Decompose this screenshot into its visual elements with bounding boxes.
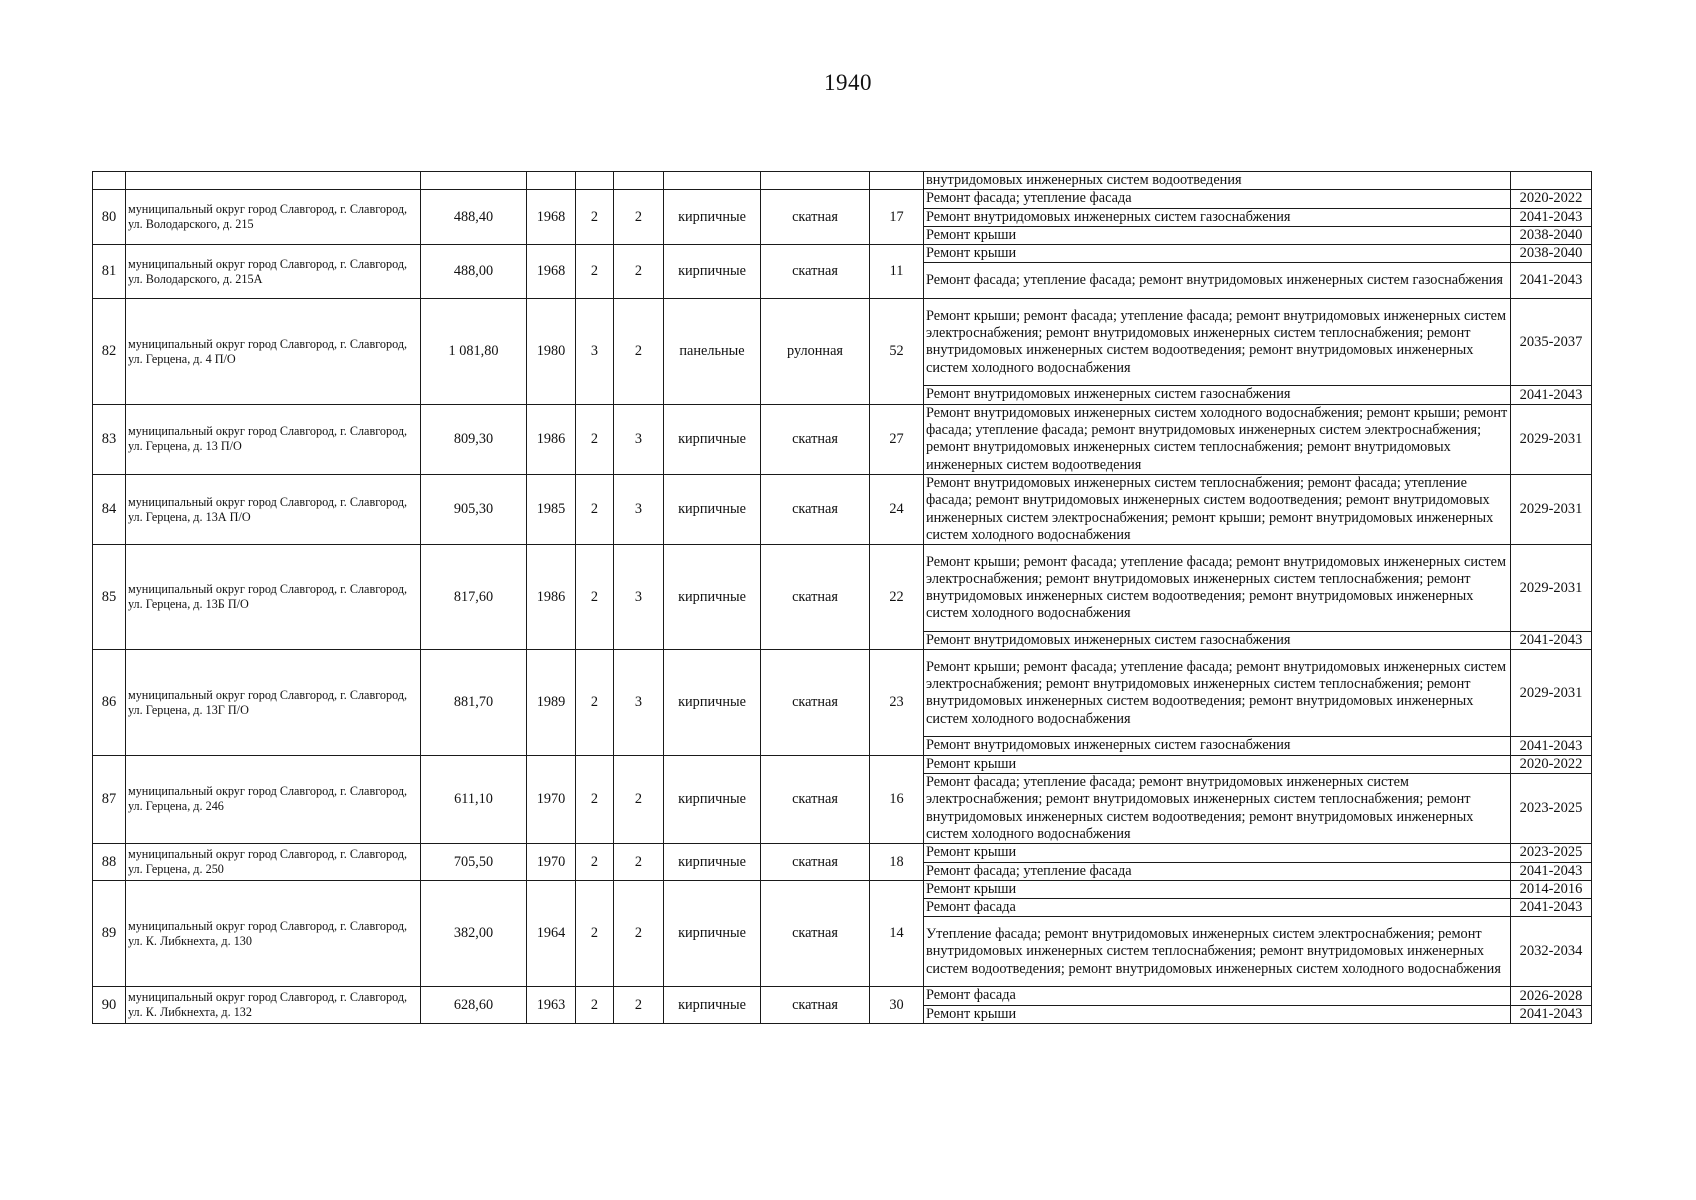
cell-residents: 27 — [870, 404, 924, 474]
cell-work: Ремонт внутридомовых инженерных систем газоснабжения — [924, 737, 1511, 755]
cell-work: Ремонт крыши — [924, 880, 1511, 898]
cell-number: 81 — [93, 245, 126, 299]
cell-period: 2041-2043 — [1511, 632, 1592, 650]
cell-area: 1 081,80 — [421, 299, 527, 404]
cell-roof: скатная — [761, 190, 870, 245]
cell-roof: скатная — [761, 755, 870, 843]
cell-walls: кирпичные — [664, 844, 761, 881]
cell-residents: 22 — [870, 545, 924, 650]
cell-roof: скатная — [761, 404, 870, 474]
cell-entrances: 2 — [614, 755, 664, 843]
cell-area: 382,00 — [421, 880, 527, 987]
cell-period: 2035-2037 — [1511, 299, 1592, 386]
cell-walls: кирпичные — [664, 880, 761, 987]
cell-work: Ремонт крыши — [924, 844, 1511, 862]
cell-floors: 2 — [576, 755, 614, 843]
cell-walls — [664, 172, 761, 190]
cell-year: 1989 — [527, 650, 576, 755]
cell-walls: кирпичные — [664, 755, 761, 843]
cell-period: 2041-2043 — [1511, 737, 1592, 755]
cell-number: 90 — [93, 987, 126, 1024]
table-row — [93, 880, 1592, 898]
cell-work: Ремонт крыши — [924, 755, 1511, 773]
cell-entrances: 2 — [614, 245, 664, 299]
cell-entrances: 3 — [614, 404, 664, 474]
cell-work: Ремонт фасада — [924, 987, 1511, 1005]
cell-area: 705,50 — [421, 844, 527, 881]
cell-walls: кирпичные — [664, 545, 761, 650]
cell-address: муниципальный округ город Славгород, г. Славгород, ул. Володарского, д. 215 — [126, 190, 421, 245]
table-body — [93, 172, 1592, 1024]
cell-floors: 2 — [576, 880, 614, 987]
cell-address: муниципальный округ город Славгород, г. Славгород, ул. К. Либкнехта, д. 130 — [126, 880, 421, 987]
cell-floors: 2 — [576, 190, 614, 245]
cell-number: 83 — [93, 404, 126, 474]
cell-residents: 52 — [870, 299, 924, 404]
cell-entrances: 3 — [614, 650, 664, 755]
cell-area: 905,30 — [421, 474, 527, 544]
cell-floors: 2 — [576, 844, 614, 881]
cell-number: 88 — [93, 844, 126, 881]
cell-period: 2041-2043 — [1511, 386, 1592, 404]
cell-roof: скатная — [761, 474, 870, 544]
cell-period: 2041-2043 — [1511, 899, 1592, 917]
cell-walls: кирпичные — [664, 190, 761, 245]
page-number: 1940 — [824, 70, 872, 95]
cell-period: 2038-2040 — [1511, 226, 1592, 244]
cell-roof — [761, 172, 870, 190]
cell-work: Ремонт крыши — [924, 245, 1511, 263]
cell-year: 1986 — [527, 545, 576, 650]
cell-floors: 2 — [576, 404, 614, 474]
cell-area: 628,60 — [421, 987, 527, 1024]
cell-year: 1986 — [527, 404, 576, 474]
cell-residents: 23 — [870, 650, 924, 755]
cell-area: 488,40 — [421, 190, 527, 245]
cell-address: муниципальный округ город Славгород, г. Славгород, ул. Герцена, д. 13Б П/О — [126, 545, 421, 650]
cell-address: муниципальный округ город Славгород, г. Славгород, ул. Герцена, д. 246 — [126, 755, 421, 843]
cell-area: 817,60 — [421, 545, 527, 650]
table-row — [93, 650, 1592, 737]
cell-period: 2029-2031 — [1511, 545, 1592, 632]
cell-residents: 14 — [870, 880, 924, 987]
cell-period: 2038-2040 — [1511, 245, 1592, 263]
cell-walls: кирпичные — [664, 474, 761, 544]
cell-roof: скатная — [761, 987, 870, 1024]
cell-number: 89 — [93, 880, 126, 987]
table-row — [93, 545, 1592, 632]
cell-address: муниципальный округ город Славгород, г. Славгород, ул. Герцена, д. 13Г П/О — [126, 650, 421, 755]
cell-entrances: 2 — [614, 190, 664, 245]
cell-walls: кирпичные — [664, 650, 761, 755]
table-row — [93, 474, 1592, 544]
cell-work: Ремонт внутридомовых инженерных систем газоснабжения — [924, 632, 1511, 650]
cell-work: Ремонт внутридомовых инженерных систем газоснабжения — [924, 208, 1511, 226]
cell-work: Ремонт фасада — [924, 899, 1511, 917]
cell-entrances: 2 — [614, 987, 664, 1024]
cell-year: 1968 — [527, 190, 576, 245]
cell-year: 1964 — [527, 880, 576, 987]
cell-work: Ремонт фасада; утепление фасада; ремонт внутридомовых инженерных систем электроснабжения; ремонт внутридомовых инженерных систем теплоснабжения; ремонт внутридомовых инженерных систем водоотведения; ремонт внутридомовых инженерных систем холодного водоснабжения — [924, 774, 1511, 844]
cell-entrances: 3 — [614, 545, 664, 650]
cell-roof: рулонная — [761, 299, 870, 404]
cell-area — [421, 172, 527, 190]
continuation-row — [93, 172, 1592, 190]
cell-period: 2026-2028 — [1511, 987, 1592, 1005]
cell-year: 1968 — [527, 245, 576, 299]
table-row — [93, 245, 1592, 263]
cell-area: 611,10 — [421, 755, 527, 843]
cell-period: 2029-2031 — [1511, 650, 1592, 737]
cell-number: 85 — [93, 545, 126, 650]
cell-number: 86 — [93, 650, 126, 755]
cell-entrances: 2 — [614, 880, 664, 987]
cell-floors: 2 — [576, 474, 614, 544]
cell-walls: кирпичные — [664, 404, 761, 474]
cell-entrances: 2 — [614, 844, 664, 881]
cell-address: муниципальный округ город Славгород, г. Славгород, ул. Герцена, д. 4 П/О — [126, 299, 421, 404]
capital-repair-table — [92, 171, 1592, 1024]
cell-residents: 30 — [870, 987, 924, 1024]
cell-work: Ремонт внутридомовых инженерных систем холодного водоснабжения; ремонт крыши; ремонт фасада; утепление фасада; ремонт внутридомовых инженерных систем электроснабжения; ремонт внутридомовых инженерных систем теплоснабжения; ремонт внутридомовых инженерных систем водоотведения — [924, 404, 1511, 474]
cell-period: 2014-2016 — [1511, 880, 1592, 898]
cell-period: 2023-2025 — [1511, 844, 1592, 862]
cell-walls: кирпичные — [664, 245, 761, 299]
cell-roof: скатная — [761, 245, 870, 299]
cell-area: 488,00 — [421, 245, 527, 299]
cell-work: Ремонт крыши; ремонт фасада; утепление фасада; ремонт внутридомовых инженерных систем электроснабжения; ремонт внутридомовых инженерных систем теплоснабжения; ремонт внутридомовых инженерных систем водоотведения; ремонт внутридомовых инженерных систем холодного водоснабжения — [924, 650, 1511, 737]
cell-period: 2020-2022 — [1511, 755, 1592, 773]
cell-floors: 2 — [576, 545, 614, 650]
cell-entrances: 3 — [614, 474, 664, 544]
table-row — [93, 844, 1592, 862]
cell-floors: 2 — [576, 650, 614, 755]
cell-work: Ремонт фасада; утепление фасада — [924, 190, 1511, 208]
cell-n — [93, 172, 126, 190]
table-row — [93, 987, 1592, 1005]
cell-address: муниципальный округ город Славгород, г. Славгород, ул. К. Либкнехта, д. 132 — [126, 987, 421, 1024]
table-row — [93, 299, 1592, 386]
cell-address: муниципальный округ город Славгород, г. Славгород, ул. Герцена, д. 13 П/О — [126, 404, 421, 474]
cell-work: Ремонт внутридомовых инженерных систем газоснабжения — [924, 386, 1511, 404]
cell-residents: 11 — [870, 245, 924, 299]
cell-period: 2041-2043 — [1511, 1005, 1592, 1023]
cell-roof: скатная — [761, 545, 870, 650]
table-row — [93, 404, 1592, 474]
cell-work: Ремонт крыши; ремонт фасада; утепление фасада; ремонт внутридомовых инженерных систем электроснабжения; ремонт внутридомовых инженерных систем теплоснабжения; ремонт внутридомовых инженерных систем водоотведения; ремонт внутридомовых инженерных систем холодного водоснабжения — [924, 545, 1511, 632]
cell-number: 82 — [93, 299, 126, 404]
cell-period: 2032-2034 — [1511, 917, 1592, 987]
cell-entrances — [614, 172, 664, 190]
cell-work: Ремонт фасада; утепление фасада — [924, 862, 1511, 880]
cell-year: 1980 — [527, 299, 576, 404]
cell-walls: панельные — [664, 299, 761, 404]
cell-year — [527, 172, 576, 190]
cell-floors: 3 — [576, 299, 614, 404]
table-row — [93, 190, 1592, 208]
cell-work: Ремонт крыши — [924, 226, 1511, 244]
cell-work: Утепление фасада; ремонт внутридомовых инженерных систем электроснабжения; ремонт внутридомовых инженерных систем теплоснабжения; ремонт внутридомовых инженерных систем водоотведения; ремонт внутридомовых инженерных систем холодного водоснабжения — [924, 917, 1511, 987]
cell-period — [1511, 172, 1592, 190]
cell-year: 1963 — [527, 987, 576, 1024]
cell-period: 2029-2031 — [1511, 474, 1592, 544]
cell-period: 2029-2031 — [1511, 404, 1592, 474]
cell-work: Ремонт крыши; ремонт фасада; утепление фасада; ремонт внутридомовых инженерных систем электроснабжения; ремонт внутридомовых инженерных систем теплоснабжения; ремонт внутридомовых инженерных систем водоотведения; ремонт внутридомовых инженерных систем холодного водоснабжения — [924, 299, 1511, 386]
cell-address: муниципальный округ город Славгород, г. Славгород, ул. Володарского, д. 215А — [126, 245, 421, 299]
cell-address: муниципальный округ город Славгород, г. Славгород, ул. Герцена, д. 13А П/О — [126, 474, 421, 544]
cell-work: Ремонт внутридомовых инженерных систем теплоснабжения; ремонт фасада; утепление фасада; ремонт внутридомовых инженерных систем водоотведения; ремонт внутридомовых инженерных систем электроснабжения; ремонт крыши; ремонт внутридомовых инженерных систем холодного водоснабжения — [924, 474, 1511, 544]
cell-work: Ремонт крыши — [924, 1005, 1511, 1023]
cell-residents: 18 — [870, 844, 924, 881]
cell-number: 87 — [93, 755, 126, 843]
cell-floors: 2 — [576, 245, 614, 299]
cell-residents: 17 — [870, 190, 924, 245]
cell-period: 2041-2043 — [1511, 862, 1592, 880]
cell-walls: кирпичные — [664, 987, 761, 1024]
cell-roof: скатная — [761, 650, 870, 755]
cell-address — [126, 172, 421, 190]
cell-period: 2041-2043 — [1511, 263, 1592, 299]
table-row — [93, 755, 1592, 773]
cell-year: 1985 — [527, 474, 576, 544]
cell-roof: скатная — [761, 844, 870, 881]
cell-area: 809,30 — [421, 404, 527, 474]
cell-floors — [576, 172, 614, 190]
cell-entrances: 2 — [614, 299, 664, 404]
cell-residents: 24 — [870, 474, 924, 544]
cell-floors: 2 — [576, 987, 614, 1024]
cell-work: внутридомовых инженерных систем водоотведения — [924, 172, 1511, 190]
cell-period: 2023-2025 — [1511, 774, 1592, 844]
cell-number: 80 — [93, 190, 126, 245]
cell-roof: скатная — [761, 880, 870, 987]
cell-number: 84 — [93, 474, 126, 544]
cell-work: Ремонт фасада; утепление фасада; ремонт внутридомовых инженерных систем газоснабжения — [924, 263, 1511, 299]
cell-period: 2041-2043 — [1511, 208, 1592, 226]
cell-period: 2020-2022 — [1511, 190, 1592, 208]
cell-year: 1970 — [527, 844, 576, 881]
cell-residents — [870, 172, 924, 190]
cell-residents: 16 — [870, 755, 924, 843]
cell-year: 1970 — [527, 755, 576, 843]
cell-address: муниципальный округ город Славгород, г. Славгород, ул. Герцена, д. 250 — [126, 844, 421, 881]
cell-area: 881,70 — [421, 650, 527, 755]
